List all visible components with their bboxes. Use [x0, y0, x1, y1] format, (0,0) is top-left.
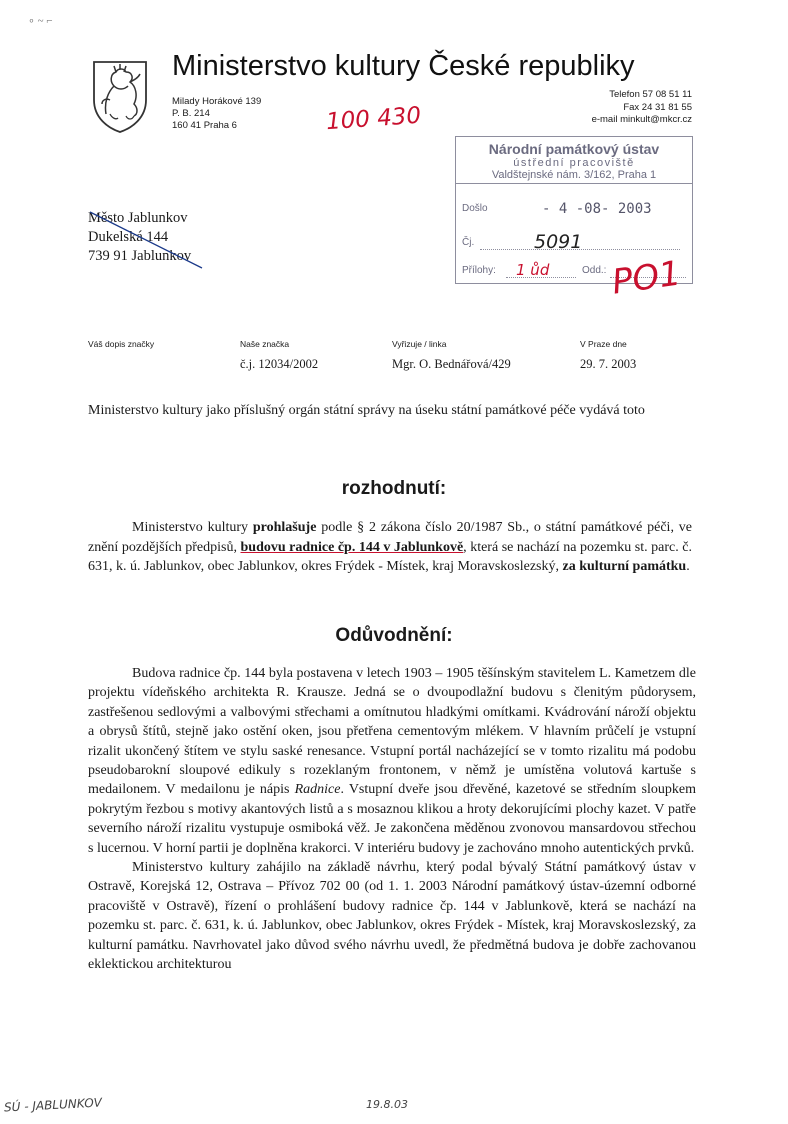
handwritten-reference-number: 100 430: [325, 102, 422, 136]
decision-building: budovu radnice čp. 144 v Jablunkově: [240, 539, 464, 555]
stamp-attachments-label: Přílohy:: [462, 265, 496, 276]
contact-fax: Fax 24 31 81 55: [623, 101, 692, 113]
stamp-cj-value: 5091: [534, 231, 583, 253]
stamp-dept-label: Odd.:: [582, 265, 607, 276]
decision-designation: za kulturní památku: [562, 559, 687, 575]
stamp-date-value: - 4 -08- 2003: [542, 201, 652, 217]
handwritten-footer-note: SÚ - JABLUNKOV: [3, 1095, 103, 1115]
stamp-institution: Národní památkový ústav: [488, 141, 660, 157]
justification-body: [88, 664, 696, 975]
ref-label-date: V Praze dne: [580, 339, 627, 349]
decision-text: .: [686, 559, 690, 575]
stamp-divider: [456, 183, 692, 184]
decision-text: Ministerstvo kultury: [132, 520, 253, 535]
stamp-attachments-value: 1 ůd: [516, 261, 550, 279]
contact-phone: Telefon 57 08 51 11: [609, 89, 692, 100]
ministry-title: Ministerstvo kultury České republiky: [172, 50, 635, 82]
decision-paragraph: [88, 518, 692, 577]
recipient-line: Dukelská 144: [88, 229, 169, 245]
justification-text: . Vstupní dveře jsou dřevěné, kazetové se středním sloupkem pokrytým řezbou s motivy akantových listů a s mosaznou klikou a hroty dekorujícími plochy kazet. V patře severního nároží rizalitu vystupuje osmiboká věž. Je zakončena měděnou zvonovou mansardovou střechou s lucernou. V horní partii je doplněna krakorci. V interiéru budovy je zachováno mnoho autentických prvků.: [88, 782, 696, 856]
contact-email: e-mail minkult@mkcr.cz: [591, 114, 692, 125]
ref-label-our-ref: Naše značka: [240, 339, 290, 349]
handwritten-footer-date: 19.8.03: [366, 1098, 408, 1111]
address-line: Milady Horákové 139: [172, 96, 262, 107]
recipient-strike-line: [88, 210, 204, 270]
handwritten-routing-mark: PO1: [609, 253, 684, 303]
decision-text: , která se nachází na pozemku st. parc. č. 631, k. ú. Jablunkov, obec Jablunkov, okres Frýdek - Místek, kraj Moravskoslezský,: [88, 539, 692, 575]
ref-label-handled-by: Vyřizuje / linka: [392, 339, 447, 349]
justification-heading: Odůvodnění:: [335, 625, 453, 646]
recipient-line: 739 91 Jablunkov: [88, 248, 192, 264]
ref-value-handled-by: Mgr. O. Bednářová/429: [392, 357, 511, 371]
decision-verb: prohlašuje: [252, 520, 317, 535]
decision-heading: rozhodnutí:: [341, 478, 447, 499]
ref-value-date: 29. 7. 2003: [580, 357, 637, 371]
recipient-line: Město Jablunkov: [88, 210, 188, 226]
inscription-text: Radnice: [294, 782, 341, 798]
address-line: P. B. 214: [172, 108, 210, 119]
ref-label-your-letter: Váš dopis značky: [88, 339, 155, 349]
sender-address: [172, 96, 261, 132]
justification-paragraph: Ministerstvo kultury zahájilo na základě návrhu, který podal bývalý Státní památkový ústav v Ostravě, Korejská 12, Ostrava – Přívoz 702 00 (od 1. 1. 2003 Národní památkový ústav-územní odborné pracoviště v Ostravě), řízení o prohlášení budovy radnice čp. 144 v Jablunkově, která se nachází na pozemku st. parc. č. 631, k. ú. Jablunkov, obec Jablunkov, okres Frýdek - Místek, kraj Moravskoslezský, za kulturní památku. Navrhovatel jako důvod svého návrhu uvedl, že předmětná budova je dobře zachovanou eklektickou architekturou: [88, 860, 696, 973]
stamp-cj-label: Čj.: [462, 237, 475, 248]
justification-paragraph: [88, 664, 696, 858]
stamp-address: Valdštejnské nám. 3/162, Praha 1: [491, 169, 657, 181]
ref-value-our-ref: č.j. 12034/2002: [240, 357, 319, 371]
corner-marks: ∘ ~ ⌐: [28, 15, 53, 27]
contact-info: [592, 89, 692, 127]
intro-paragraph: Ministerstvo kultury jako příslušný orgán státní správy na úseku státní památkové péče vydává toto: [88, 403, 645, 418]
address-line: 160 41 Praha 6: [172, 120, 237, 131]
justification-text: Budova radnice čp. 144 byla postavena v letech 1903 – 1905 těšínským stavitelem L. Kametzem dle projektu vídeňského architekta R. Krausze. Jedná se o dvoupodlažní budovu s členitým půdorysem, zastřešenou sedlovými a valbovými střechami a omítnutou hladkými omítkami. Kvádrování nároží objektu a obrysů štítů, stejně jako ostění oken, jsou přetřena cementovým mlékem. V hlavním průčelí je vstupní rizalit ukončený štítem ve stylu saské renesance. Vstupní portál nacházející se v tomto rizalitu má podobu pseudobarokní sloupové edikuly s rozeklaným frontonem, v němž je umístěna volutová kartuše s medailonem. V medailonu je nápis: [88, 666, 696, 798]
decision-text: podle § 2 zákona číslo 20/1987 Sb., o státní památkové péči, ve znění pozdějších předpisů,: [88, 520, 692, 555]
czech-lion-coat-of-arms-icon: [88, 56, 152, 134]
stamp-department: ústřední pracoviště: [513, 157, 635, 169]
stamp-date-label: Došlo: [462, 203, 488, 214]
